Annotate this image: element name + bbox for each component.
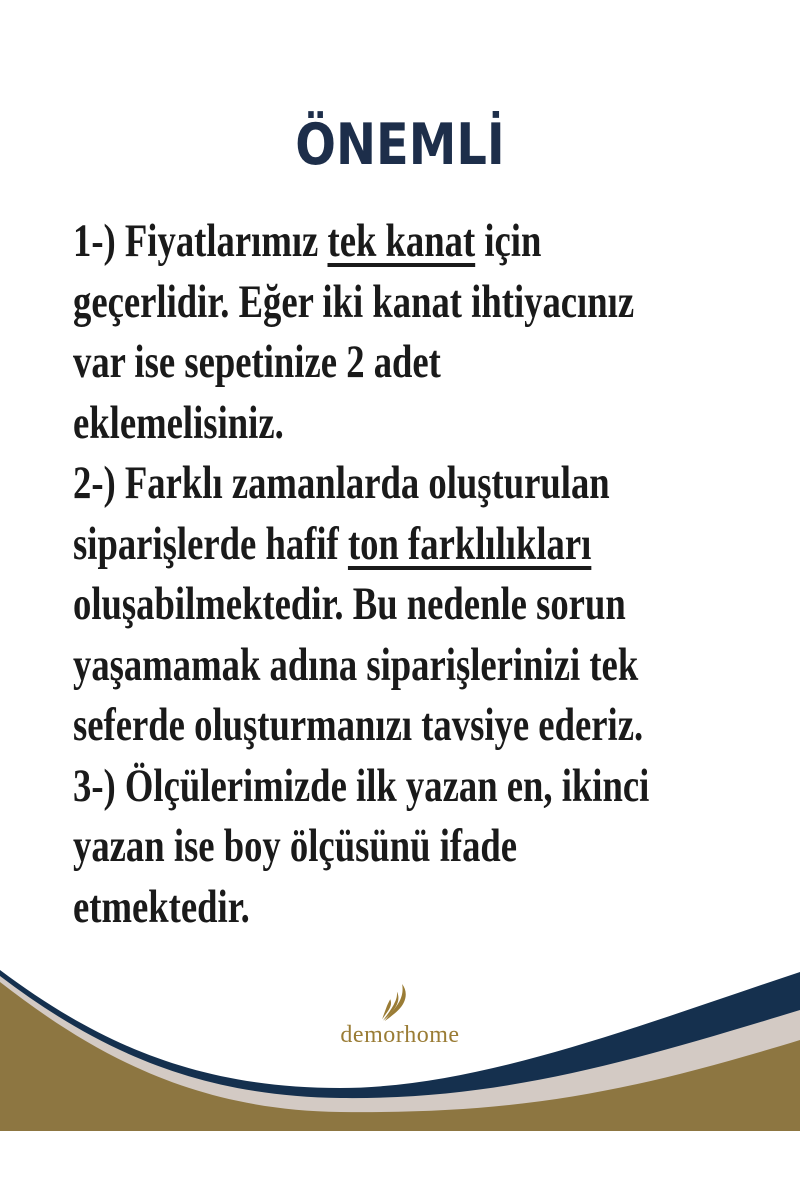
- text-line: [73, 635, 639, 696]
- text-segment: için: [475, 215, 542, 267]
- text-line: [73, 756, 650, 817]
- text-segment: oluşabilmektedir. Bu nedenle sorun: [73, 578, 626, 630]
- underlined-phrase: tek kanat: [327, 215, 476, 267]
- text-line: [73, 393, 619, 454]
- text-segment: 3-) Ölçülerimizde ilk yazan en, ikinci: [73, 759, 650, 812]
- text-line: [73, 574, 626, 635]
- brand-name: demorhome: [340, 1022, 460, 1048]
- bottom-wave-graphic: [0, 940, 800, 1200]
- text-segment: seferde oluşturmanızı tavsiye ederiz.: [73, 699, 644, 751]
- text-line: [73, 272, 635, 333]
- text-segment: yazan ise boy ölçüsünü ifade: [73, 820, 518, 872]
- text-segment: siparişlerde hafif: [73, 517, 348, 570]
- text-line: [73, 816, 619, 877]
- text-line: [73, 211, 619, 272]
- text-line: [73, 332, 619, 393]
- text-line: [73, 514, 619, 575]
- paragraph: [73, 453, 773, 756]
- text-line: [73, 695, 644, 756]
- text-segment: etmektedir.: [73, 880, 250, 933]
- text-line: [73, 453, 619, 514]
- paragraph: [73, 756, 773, 938]
- text-line: [73, 877, 619, 938]
- text-segment: 2-) Farklı zamanlarda oluşturulan: [73, 457, 610, 509]
- text-segment: eklemelisiniz.: [73, 396, 284, 449]
- paragraph: [73, 211, 773, 453]
- important-title: ÖNEMLİ: [295, 112, 505, 178]
- text-segment: 1-) Fiyatlarımız: [73, 215, 328, 267]
- text-segment: var ise sepetinize 2 adet: [73, 336, 441, 388]
- text-segment: yaşamamak adına siparişlerinizi tek: [73, 638, 639, 691]
- underlined-phrase: ton farklılıkları: [347, 517, 592, 570]
- text-segment: geçerlidir. Eğer iki kanat ihtiyacınız: [73, 275, 635, 328]
- body-text: [73, 211, 773, 937]
